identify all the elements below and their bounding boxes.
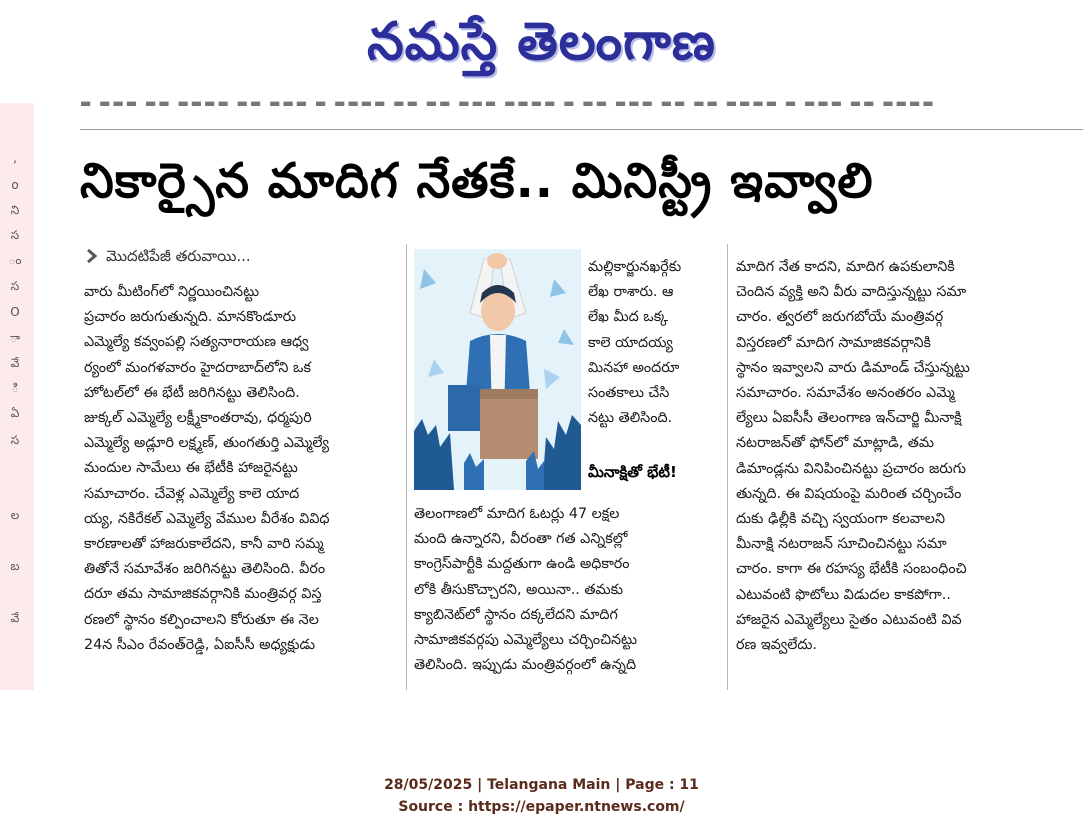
text-line: సంతకాలు చేసి [588,385,670,402]
text-line: చారం. కాగా ఈ రహస్య భేటీకి సంబంధించి [736,561,967,578]
text-line: హోటల్‌లో ఈ భేటీ జరిగినట్టు తెలిసింది. [84,384,300,401]
text-line: మీనాక్షి నటరాజన్ సూచించినట్టు సమా [736,536,947,553]
text-line: కారణాలతో హాజరుకాలేదని, కానీ వారి సమ్మ [84,536,324,553]
text-line: కాలె యాదయ్య [588,334,673,351]
text-line: మినహా అందరూ [588,359,680,376]
text-line: మందుల సామేలు ఈ భేటీకి హాజరైనట్టు [84,460,298,477]
strip-glyph: ని [10,203,20,217]
text-line: డిమాండ్లను వినిపించినట్టు ప్రచారం జరుగు [736,460,966,477]
strip-glyph: ల [10,508,20,522]
strip-glyph: స [10,433,20,447]
strip-glyph: స [10,279,20,293]
text-line: తితోనే సమావేశం జరిగినట్టు తెలిసింది. వీరం [84,561,326,578]
adjacent-article-strip [0,103,34,690]
strip-glyph: స [10,228,20,242]
strip-glyph: వే [10,611,20,625]
text-line: లేఖ మీద ఒక్క [588,309,669,326]
article-photo [414,249,581,490]
text-line: లేఖ రాశారు. ఆ [588,284,674,301]
text-line: దరూ తమ సామాజికవర్గానికి మంత్రివర్గ విస్త [84,586,322,603]
text-line: హాజరైన ఎమ్మెల్యేలు సైతం ఎటువంటి వివ [736,611,962,628]
strip-glyph: ం [8,253,22,267]
text-line: ఎటువంటి ఫొటోలు విడుదల కాకపోగా.. [736,586,951,603]
text-line: 24న సీఎం రేవంత్‌రెడ్డి, ఏఐసీసీ అధ్యక్షుడు [84,636,316,653]
strip-glyph: , [13,151,17,165]
text-line: వారు మీటింగ్‌లో నిర్ణయించినట్టు [84,284,260,300]
strip-glyph: బ [10,559,20,573]
text-line: ర్యంలో మంగళవారం హైదరాబాద్‌లోని ఒక [84,359,311,376]
clipped-text-line: ▬ ▬▬▬ ▬▬ ▬▬▬▬ ▬▬ ▬▬▬ ▬ ▬▬▬▬ ▬▬ ▬▬ ▬▬▬ ▬▬▬▬ ▬ ▬▬ ▬▬▬ ▬▬ ▬▬ ▬▬▬▬ ▬ ▬▬▬ ▬▬ ▬▬▬▬ [80,96,936,110]
column-divider [406,244,407,690]
text-line: జుక్కల్ ఎమ్మెల్యే లక్ష్మీకాంతరావు, ధర్మపురి [84,410,312,427]
text-line: ల్యేలు ఏఐసీసీ తెలంగాణ ఇన్‌చార్జి మీనాక్షి [736,410,962,427]
strip-glyph: వే [10,356,20,370]
text-line: రణ ఇవ్వలేదు. [736,637,817,654]
politician-illustration [414,249,581,490]
text-line: క్యాబినెట్‌లో స్థానం దక్కలేదని మాదిగ [414,606,618,623]
text-line: ఎమ్మెల్యే కవ్వంపల్లి సత్యనారాయణ ఆధ్వ [84,334,309,351]
text-line: మల్లికార్జునఖర్గేకు [588,259,682,275]
text-line: య్య, నకిరేకల్ ఎమ్మెల్యే వేముల వీరేశం వివిధ [84,510,330,527]
text-line: తెలంగాణలో మాదిగ ఓటర్లు 47 లక్షల [414,506,620,522]
strip-glyph: ి [11,381,19,395]
text-line: ఎమ్మెల్యే అడ్లూరి లక్ష్మణ్, తుంగతుర్తి ఎమ్మెల్యే [84,435,330,452]
source-link[interactable]: Source : https://epaper.ntnews.com/ [398,799,685,815]
strip-glyph: O [10,305,20,319]
page-footer [0,774,1083,818]
text-line: దుకు ఢిల్లీకి వచ్చి స్వయంగా కలవాలని [736,511,945,528]
chevron-right-icon [84,248,100,264]
text-line: సమాచారం. చేవెళ్ల ఎమ్మెల్యే కాలె యాద [84,485,300,502]
text-line: చెందిన వ్యక్తి అని వీరు వాదిస్తున్నట్టు సమా [736,284,967,301]
text-line: స్థానం ఇవ్వాలని వారు డిమాండ్ చేస్తున్నట్టు [736,359,970,376]
article-column-2-bottom [414,502,720,678]
masthead-logo: నమస్తే తెలంగాణ [367,12,716,72]
article-column-2-top [588,255,720,431]
text-line: మంది ఉన్నారని, వీరంతా గత ఎన్నికల్లో [414,531,628,548]
text-line: నటరాజన్‌తో ఫోన్‌లో మాట్లాడి, తమ [736,435,935,452]
strip-glyph: o [11,178,19,192]
strip-glyph: ఏ [10,406,20,420]
article-headline: నికార్సైన మాదిగ నేతకే.. మినిస్ట్రీ ఇవ్వాలి [80,153,874,209]
text-line: లోకి తీసుకొచ్చారని, అయినా.. తమకు [414,581,624,598]
section-subhead: మీనాక్షితో భేటీ! [588,463,677,481]
top-rule [80,129,1083,130]
article-column-3 [736,255,1038,658]
text-line: సమాచారం. సమావేశం అనంతరం ఎమ్మె [736,385,955,402]
text-line: సామాజికవర్గపు ఎమ్మెల్యేలు చర్చించినట్టు [414,632,638,649]
edition-info: 28/05/2025 | Telangana Main | Page : 11 [384,777,699,793]
text-line: తున్నది. ఈ విషయంపై మరింత చర్చించేం [736,485,962,502]
text-line: కాంగ్రెస్‌పార్టీకి మద్దతుగా ఉండి అధికారం [414,556,630,573]
text-line: విస్తరణలో మాదిగ సామాజికవర్గానికి [736,334,931,351]
text-line: నట్టు తెలిసింది. [588,410,673,427]
continuation-kicker [84,244,404,268]
masthead [0,0,1083,88]
text-line: మాదిగ నేత కాదని, మాదిగ ఉపకులానికి [736,259,955,275]
article-column-1 [84,280,384,658]
column-divider [727,244,728,690]
strip-glyph: ా [9,331,21,345]
kicker-text: మొదటిపేజీ తరువాయి... [106,247,251,265]
text-line: రణలో స్థానం కల్పించాలని కోరుతూ ఈ నెల [84,611,319,628]
text-line: ప్రచారం జరుగుతున్నది. మానకొండూరు [84,309,297,326]
text-line: చారం. త్వరలో జరుగబోయే మంత్రివర్గ [736,309,944,326]
text-line: తెలిసింది. ఇప్పుడు మంత్రివర్గంలో ఉన్నది [414,657,637,674]
